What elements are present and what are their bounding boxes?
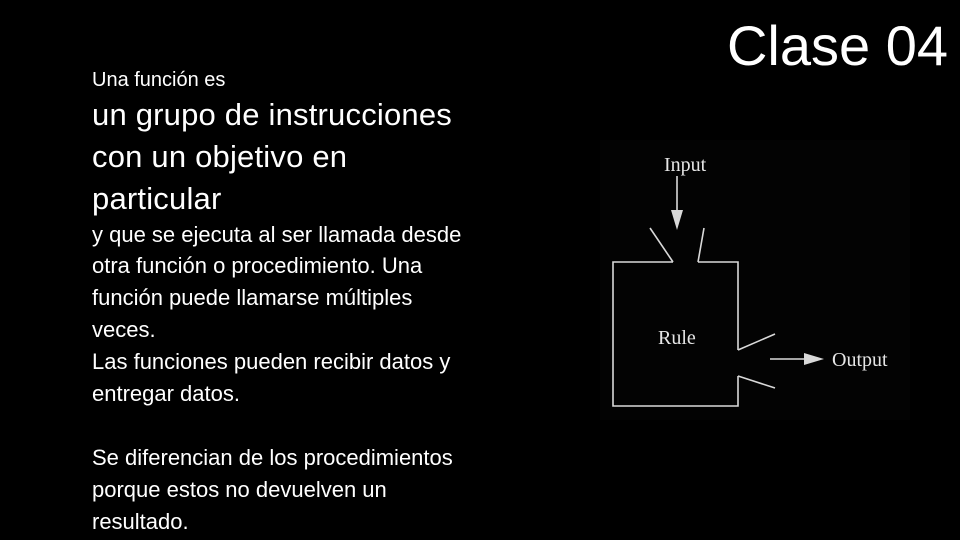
output-label: Output bbox=[832, 349, 888, 371]
slide-title: Clase 04 bbox=[726, 14, 948, 77]
paragraph-line-5: Las funciones pueden recibir datos y bbox=[92, 349, 451, 374]
second-paragraph-line-1: Se diferencian de los procedimientos bbox=[92, 445, 453, 470]
paragraph-line-1: y que se ejecuta al ser llamada desde bbox=[92, 222, 462, 247]
output-arrow bbox=[770, 353, 824, 365]
definition-line-1: un grupo de instrucciones bbox=[92, 97, 453, 132]
paragraph-line-2: otra función o procedimiento. Una bbox=[92, 253, 423, 278]
intro-text: Una función es bbox=[92, 69, 226, 91]
definition-line-2: con un objetivo en bbox=[92, 139, 348, 174]
input-arrow bbox=[671, 176, 683, 230]
paragraph-gap bbox=[92, 410, 562, 442]
function-diagram-svg bbox=[600, 140, 910, 420]
paragraph-line-3: función puede llamarse múltiples bbox=[92, 285, 413, 310]
input-label: Input bbox=[664, 154, 707, 176]
second-paragraph-line-2: porque estos no devuelven un bbox=[92, 477, 387, 502]
slide-body bbox=[92, 66, 562, 538]
diagram-box-outline bbox=[613, 228, 775, 406]
paragraph-line-6: entregar datos. bbox=[92, 381, 240, 406]
paragraph-line-4: veces. bbox=[92, 317, 156, 342]
second-paragraph-line-3: resultado. bbox=[92, 509, 189, 534]
function-diagram bbox=[600, 140, 910, 420]
definition-line-3: particular bbox=[92, 181, 222, 216]
rule-label: Rule bbox=[658, 327, 696, 349]
